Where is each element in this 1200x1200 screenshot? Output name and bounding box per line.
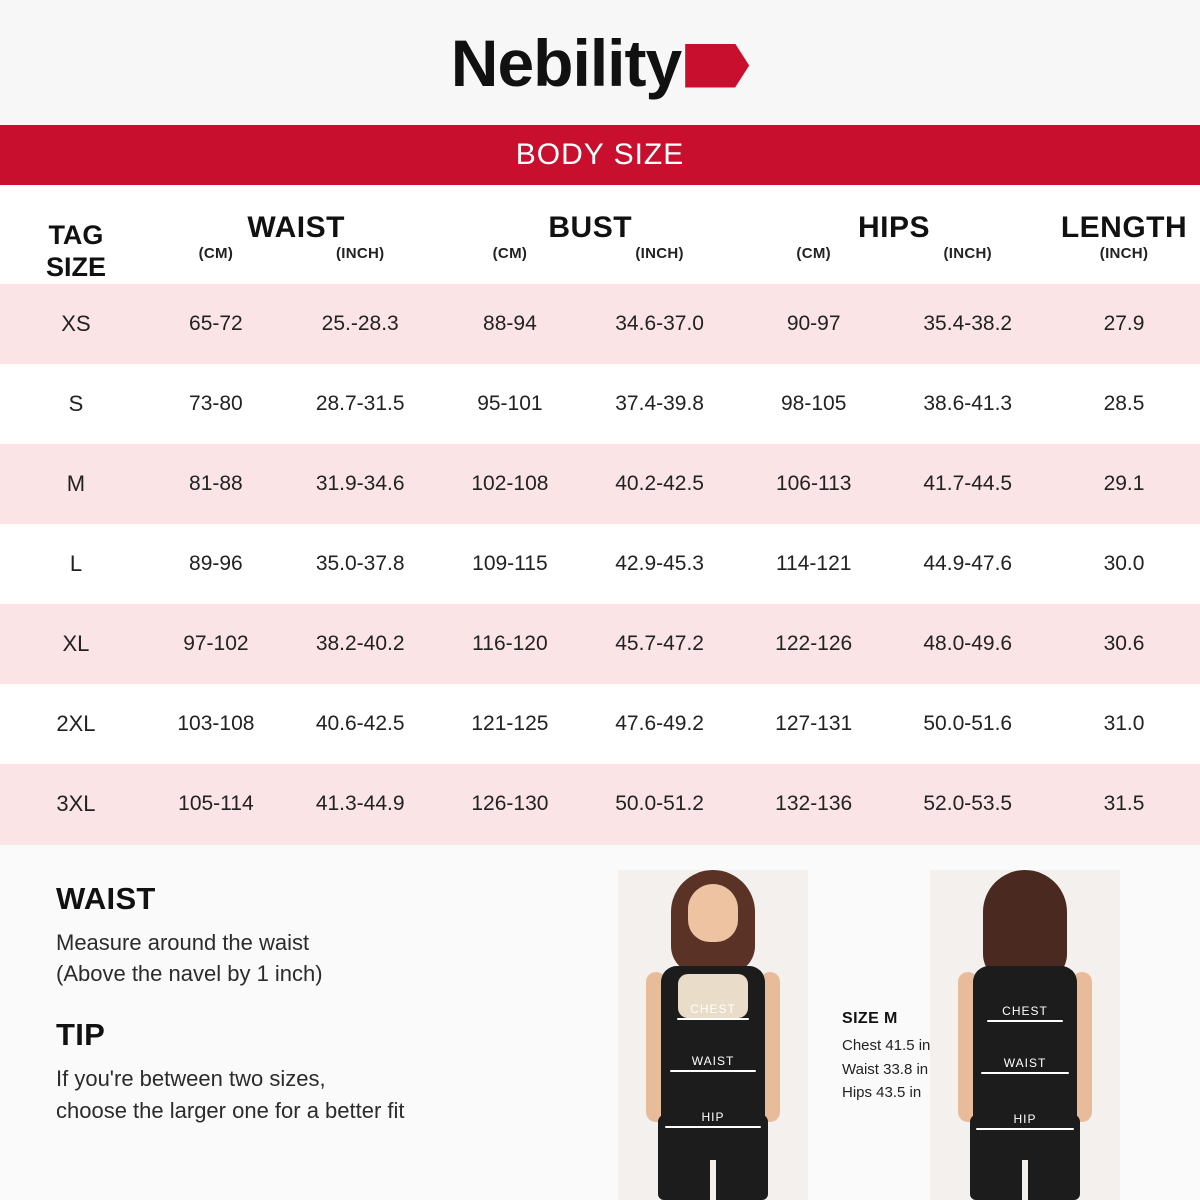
size-table-head	[0, 185, 1200, 284]
model-front-image	[618, 870, 808, 1200]
cell-waist-cm: 97-102	[152, 604, 280, 684]
cell-waist-inch: 38.2-40.2	[280, 604, 441, 684]
header-tag-size	[0, 185, 152, 284]
cell-waist-cm: 103-108	[177, 712, 255, 735]
cell-bust-inch: 34.6-37.0	[579, 284, 740, 364]
cell-length-inch: 29.1	[1048, 444, 1200, 524]
row-tag: 3XL	[0, 764, 152, 844]
cell-length-inch: 30.0	[1103, 552, 1145, 575]
cell-bust-cm: 95-101	[477, 392, 543, 415]
brand-name: Nebility	[450, 25, 682, 100]
cell-bust-inch: 47.6-49.2	[615, 712, 704, 735]
brand-arrow-icon	[685, 44, 749, 88]
table-row	[0, 764, 1200, 844]
cell-waist-inch: 25.-28.3	[280, 284, 441, 364]
cell-bust-cm: 126-130	[440, 764, 579, 844]
cell-bust-cm: 102-108	[440, 444, 579, 524]
cell-hips-inch: 41.7-44.5	[887, 444, 1048, 524]
header-unit-waist-inch: (INCH)	[335, 245, 385, 262]
table-header-units	[0, 245, 1200, 284]
cell-bust-inch: 42.9-45.3	[615, 552, 704, 575]
brand-header	[0, 0, 1200, 125]
cell-hips-cm: 90-97	[740, 284, 888, 364]
cell-waist-cm: 73-80	[189, 392, 243, 415]
cell-length-inch: 30.6	[1048, 604, 1200, 684]
header-group-waist: WAIST	[247, 211, 345, 244]
cell-hips-cm: 132-136	[740, 764, 888, 844]
tip-line-2: choose the larger one for a better fit	[56, 1097, 405, 1123]
cell-hips-inch: 35.4-38.2	[887, 284, 1048, 364]
row-tag: XL	[0, 604, 152, 684]
front-hip-line	[665, 1126, 761, 1128]
back-waist-label: WAIST	[1003, 1056, 1047, 1070]
back-chest-label: CHEST	[1002, 1004, 1048, 1018]
front-leg-gap	[710, 1160, 716, 1200]
body-size-title-band	[0, 125, 1200, 185]
measure-waist: Waist 33.8 in	[842, 1060, 929, 1078]
waist-heading: WAIST	[56, 881, 156, 916]
table-row	[0, 604, 1200, 684]
measuring-instructions	[0, 845, 600, 1200]
row-tag: 2XL	[56, 711, 96, 736]
back-hip-label: HIP	[1013, 1112, 1037, 1126]
size-table	[0, 185, 1200, 844]
cell-bust-cm: 116-120	[440, 604, 579, 684]
front-hip-label: HIP	[701, 1110, 725, 1124]
cell-bust-inch: 37.4-39.8	[615, 392, 704, 415]
table-row	[0, 524, 1200, 604]
brand-logo	[450, 25, 749, 100]
cell-waist-cm: 65-72	[152, 284, 280, 364]
header-unit-hips-inch: (INCH)	[943, 245, 992, 262]
tip-block	[56, 1017, 600, 1125]
table-row	[0, 444, 1200, 524]
cell-hips-inch: 48.0-49.6	[887, 604, 1048, 684]
cell-hips-cm: 98-105	[781, 392, 847, 415]
front-waist-line	[670, 1070, 756, 1072]
header-group-hips: HIPS	[857, 211, 930, 244]
size-m-measurements	[842, 1010, 962, 1104]
header-unit-bust-inch: (INCH)	[635, 245, 684, 262]
back-waist-line	[981, 1072, 1069, 1074]
table-row	[0, 684, 1200, 764]
waist-line-1: Measure around the waist	[56, 930, 310, 955]
back-shapewear-torso	[973, 966, 1077, 1126]
cell-hips-cm: 122-126	[740, 604, 888, 684]
cell-length-inch: 28.5	[1103, 392, 1145, 415]
cell-waist-cm: 105-114	[152, 764, 280, 844]
cell-hips-cm: 114-121	[775, 552, 852, 575]
cell-bust-inch: 50.0-51.2	[579, 764, 740, 844]
measure-hips: Hips 43.5 in	[842, 1083, 922, 1101]
table-row	[0, 364, 1200, 444]
header-unit-waist-cm: (CM)	[198, 245, 234, 262]
cell-bust-cm: 109-115	[472, 552, 548, 575]
row-tag: S	[68, 391, 84, 416]
body-size-title: BODY SIZE	[515, 138, 685, 171]
header-tag-line2: SIZE	[45, 252, 106, 283]
front-chest-label: CHEST	[690, 1002, 736, 1016]
cell-waist-cm: 89-96	[189, 552, 243, 575]
back-chest-line	[987, 1020, 1063, 1022]
cell-waist-inch: 31.9-34.6	[280, 444, 441, 524]
measure-chest: Chest 41.5 in	[842, 1037, 931, 1055]
cell-bust-inch: 40.2-42.5	[579, 444, 740, 524]
cell-waist-inch: 41.3-44.9	[280, 764, 441, 844]
table-row	[0, 284, 1200, 364]
cell-waist-inch: 40.6-42.5	[315, 712, 405, 735]
cell-bust-cm: 121-125	[471, 712, 549, 735]
size-table-body	[0, 284, 1200, 844]
cell-length-inch: 31.0	[1103, 712, 1145, 735]
header-unit-bust-cm: (CM)	[492, 245, 528, 262]
cell-bust-inch: 45.7-47.2	[579, 604, 740, 684]
cell-waist-inch: 35.0-37.8	[315, 552, 405, 575]
front-chest-line	[677, 1018, 749, 1020]
waist-instruction-block	[56, 881, 600, 989]
row-tag: L	[69, 551, 83, 576]
header-tag-line1: TAG	[48, 220, 104, 251]
header-group-bust: BUST	[548, 211, 633, 244]
tip-line-1: If you're between two sizes,	[56, 1066, 326, 1092]
tip-heading: TIP	[56, 1017, 106, 1053]
front-waist-label: WAIST	[691, 1054, 735, 1068]
bottom-section	[0, 844, 1200, 1200]
back-leg-gap	[1022, 1160, 1028, 1200]
table-header-groups	[0, 185, 1200, 245]
cell-length-inch: 31.5	[1048, 764, 1200, 844]
model-photos	[600, 845, 1200, 1200]
measure-title: SIZE M	[842, 1010, 898, 1028]
back-hip-line	[976, 1128, 1074, 1130]
front-face	[688, 884, 738, 942]
cell-hips-cm: 127-131	[775, 712, 853, 735]
row-tag: XS	[0, 284, 152, 364]
cell-hips-cm: 106-113	[740, 444, 888, 524]
cell-hips-inch: 44.9-47.6	[923, 552, 1013, 575]
cell-length-inch: 27.9	[1048, 284, 1200, 364]
cell-hips-inch: 50.0-51.6	[923, 712, 1013, 735]
cell-hips-inch: 52.0-53.5	[887, 764, 1048, 844]
header-unit-length-inch: (INCH)	[1099, 245, 1149, 262]
cell-waist-cm: 81-88	[152, 444, 280, 524]
header-group-length: LENGTH	[1060, 211, 1188, 244]
waist-line-2: (Above the navel by 1 inch)	[56, 961, 323, 987]
header-unit-hips-cm: (CM)	[796, 245, 831, 262]
cell-bust-cm: 88-94	[440, 284, 579, 364]
row-tag: M	[0, 444, 152, 524]
cell-waist-inch: 28.7-31.5	[315, 392, 405, 415]
cell-hips-inch: 38.6-41.3	[923, 392, 1013, 415]
